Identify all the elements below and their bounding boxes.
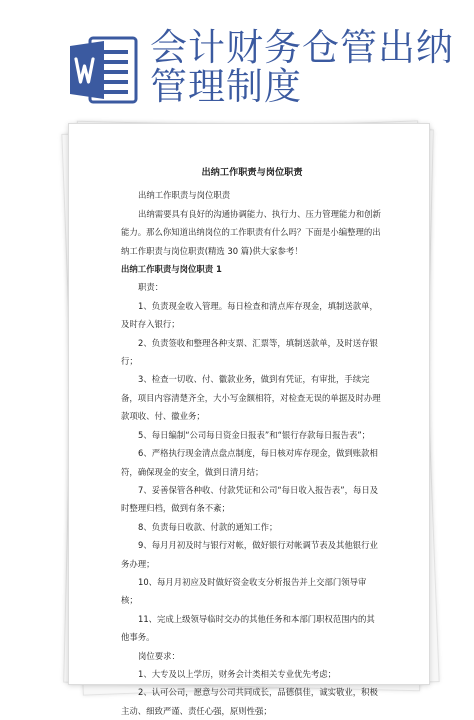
intro-paragraph: 出纳需要具有良好的沟通协调能力、执行力、压力管理能力和创新能力。那么你知道出纳岗位的工作职责有什么吗？下面是小编整理的出纳工作职责与岗位职责(精选 30 篇)供大家参考！ [121, 208, 381, 256]
duty-item: 2、负责签收和整理各种支票、汇票等，填制送款单，及时送存银行； [121, 337, 378, 367]
duty-item: 3、检查一切收、付、徽款业务，做到有凭证，有审批，手续完备，项目内容清楚齐全，大小写金额相符，对检查无误的单据及时办理款项收、付、徽业务； [121, 374, 381, 422]
requirement-item: 1、大专及以上学历，财务会计类相关专业优先考虑； [138, 668, 336, 679]
section-heading: 出纳工作职责与岗位职责 1 [121, 264, 222, 275]
duty-item: 5、每日编制“公司每日资金日报表”和“银行存款每日报告表”； [138, 429, 371, 440]
duty-item: 6、严格执行现金清点盘点制度，每日核对库存现金，做到账款相符，确保现金的安全，做到日清月结； [121, 448, 378, 477]
duty-item: 11、完成上级领导临时交办的其他任务和本部门职权范围内的其他事务。 [121, 613, 375, 643]
title-line-2: 管理制度 [150, 65, 302, 108]
header [0, 0, 474, 130]
duty-item: 1、负责现金收入管理。每日检查和清点库存现金，填制送款单，及时存入银行； [121, 300, 378, 330]
duty-item: 8、负责每日收款、付款的通知工作； [138, 521, 278, 532]
title-line-1: 会计财务仓管出纳 [150, 26, 454, 69]
document-preview [68, 123, 428, 716]
duty-item: 10、每月月初应及时做好资金收支分析报告并上交部门领导审核； [121, 576, 367, 606]
intro-title: 出纳工作职责与岗位职责 [138, 190, 231, 201]
document-page [68, 123, 430, 716]
requirement-item: 2、认可公司，愿意与公司共同成长，品德俱佳，诚实敬业，积极主动、细致严谨、责任心强，原则性强； [121, 687, 378, 716]
document-title [150, 28, 470, 106]
page-heading: 出纳工作职责与岗位职责 [201, 167, 303, 178]
duty-item: 7、妥善保管各种收、付款凭证和公司“每日收入报告表”，每日及时整理归档，做到有条不紊； [121, 484, 379, 514]
duty-item: 9、每月月初及时与银行对帐，做好银行对帐调节表及其他银行业务办理； [121, 540, 378, 569]
duties-label: 职责： [138, 282, 164, 293]
word-document-icon [68, 34, 140, 106]
page-content [121, 164, 383, 720]
requirements-label: 岗位要求： [138, 650, 180, 661]
